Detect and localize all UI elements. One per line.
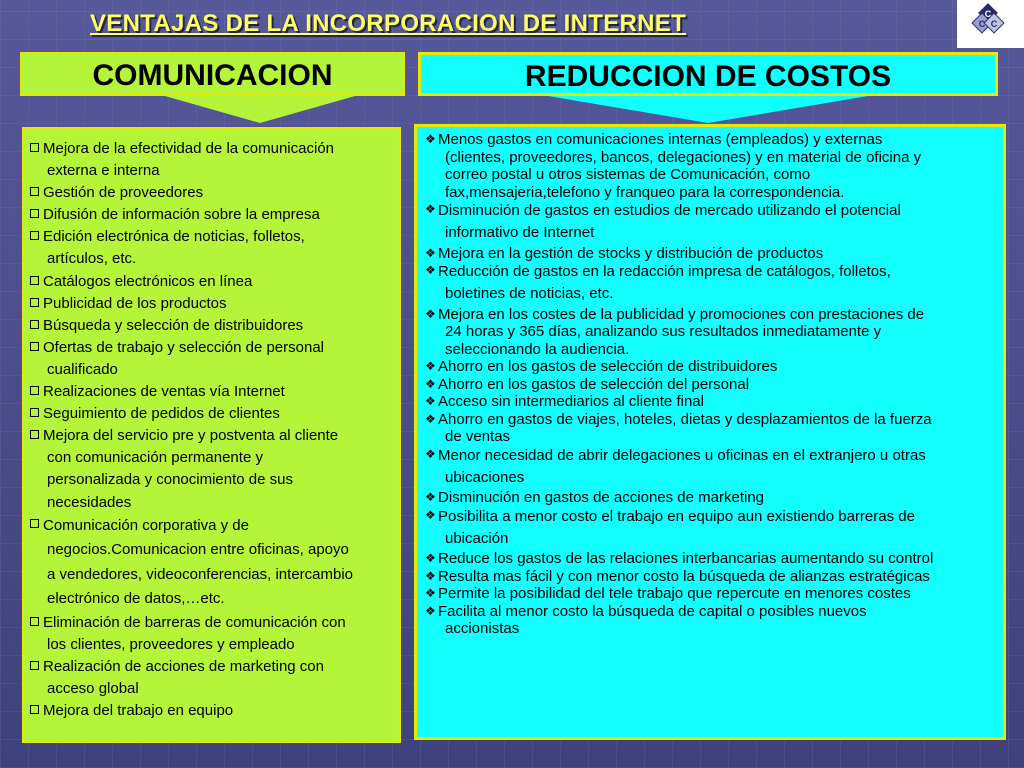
item-text-line: Mejora en la gestión de stocks y distribución de productos <box>438 244 824 262</box>
reduccion-item <box>425 446 997 490</box>
comunicacion-item <box>30 182 393 204</box>
comunicacion-item <box>30 271 393 293</box>
reduccion-item <box>425 358 997 376</box>
comunicacion-item <box>30 656 393 700</box>
item-text-line: electrónico de datos,…etc. <box>47 590 225 608</box>
item-text-line: los clientes, proveedores y empleado <box>47 635 295 653</box>
reduccion-item <box>425 411 997 446</box>
comunicacion-item <box>30 226 393 270</box>
comunicacion-item <box>30 403 393 425</box>
item-text-line: Mejora de la efectividad de la comunicación <box>43 140 334 157</box>
checkbox-bullet-icon <box>30 320 39 329</box>
reduccion-item <box>425 245 997 263</box>
item-text-line: artículos, etc. <box>47 250 137 268</box>
diamond-bullet-icon: ❖ <box>425 603 436 618</box>
comunicacion-item <box>30 514 393 612</box>
item-text-line: informativo de Internet <box>445 224 595 241</box>
item-text-line: Mejora en los costes de la publicidad y promociones con prestaciones de <box>438 305 925 323</box>
comunicacion-arrow <box>165 96 355 123</box>
comunicacion-header: COMUNICACION <box>20 52 405 96</box>
diamond-bullet-icon: ❖ <box>425 568 436 583</box>
item-text-line: cualificado <box>47 360 118 378</box>
item-text-line: Mejora del servicio pre y postventa al cliente <box>43 427 339 445</box>
item-text-line: accionistas <box>445 620 520 637</box>
reduccion-item <box>425 131 997 201</box>
comunicacion-item <box>30 337 393 381</box>
item-text-line: Reduce los gastos de las relaciones interbancarias aumentando su control <box>438 550 934 567</box>
comunicacion-item <box>30 293 393 315</box>
comunicacion-item <box>30 204 393 226</box>
item-text-line: externa e interna <box>47 162 160 180</box>
reduccion-item <box>425 262 997 306</box>
item-text-line: Búsqueda y selección de distribuidores <box>43 316 304 334</box>
diamond-bullet-icon: ❖ <box>425 490 436 504</box>
checkbox-bullet-icon <box>30 408 39 417</box>
item-text-line: Ahorro en los gastos de selección del personal <box>438 375 750 393</box>
checkbox-bullet-icon <box>30 430 39 439</box>
item-text-line: correo postal u otros sistemas de Comunicación, como <box>445 166 811 183</box>
checkbox-bullet-icon <box>30 661 39 670</box>
item-text-line: necesidades <box>47 493 132 511</box>
item-text-line: Menos gastos en comunicaciones internas (empleados) y externas <box>438 131 883 148</box>
diamond-bullet-icon: ❖ <box>425 394 436 408</box>
checkbox-bullet-icon <box>30 342 39 351</box>
diamond-bullet-icon: ❖ <box>425 376 436 391</box>
item-text-line: fax,mensajeria,telefono y franqueo para la correspondencia. <box>445 183 845 201</box>
checkbox-bullet-icon <box>30 231 39 240</box>
item-text-line: Permite la posibilidad del tele trabajo que repercute en menores costes <box>438 585 911 602</box>
diamond-bullet-icon: ❖ <box>425 411 436 426</box>
logo-letter-1: C <box>984 9 992 19</box>
reduccion-costos-arrow <box>548 96 868 123</box>
item-text-line: 24 horas y 365 días, analizando sus resultados inmediatamente y <box>445 323 882 340</box>
checkbox-bullet-icon <box>30 519 39 528</box>
checkbox-bullet-icon <box>30 143 39 152</box>
reduccion-costos-list <box>425 131 997 638</box>
comunicacion-item <box>30 700 393 722</box>
item-text-line: Mejora del trabajo en equipo <box>43 701 234 719</box>
checkbox-bullet-icon <box>30 705 39 714</box>
diamond-bullet-icon: ❖ <box>425 306 436 321</box>
item-text-line: Acceso sin intermediarios al cliente final <box>438 393 704 410</box>
ccc-logo-icon <box>957 0 1024 48</box>
comunicacion-list <box>30 138 393 722</box>
comunicacion-item <box>30 315 393 337</box>
item-text-line: negocios.Comunicacion entre oficinas, apoyo <box>47 541 349 559</box>
item-text-line: Resulta mas fácil y con menor costo la búsqueda de alianzas estratégicas <box>438 567 930 585</box>
item-text-line: Catálogos electrónicos en línea <box>43 272 253 290</box>
item-text-line: Eliminación de barreras de comunicación con <box>43 613 346 631</box>
reduccion-item <box>425 201 997 245</box>
item-text-line: (clientes, proveedores, bancos, delegaciones) y en material de oficina y <box>445 148 922 166</box>
item-text-line: boletines de noticias, etc. <box>445 285 614 302</box>
reduccion-item <box>425 393 997 411</box>
diamond-bullet-icon: ❖ <box>425 586 436 600</box>
item-text-line: Edición electrónica de noticias, folletos, <box>43 228 305 246</box>
item-text-line: Ofertas de trabajo y selección de personal <box>43 338 324 356</box>
item-text-line: acceso global <box>47 679 139 697</box>
item-text-line: seleccionando la audiencia. <box>445 340 630 358</box>
item-text-line: ubicación <box>445 529 509 547</box>
reduccion-item <box>425 306 997 359</box>
item-text-line: Disminución de gastos en estudios de mercado utilizando el potencial <box>438 202 901 219</box>
diamond-bullet-icon: ❖ <box>425 245 436 260</box>
diamond-bullet-icon: ❖ <box>425 263 436 277</box>
diamond-bullet-icon: ❖ <box>425 507 436 522</box>
item-text-line: Menor necesidad de abrir delegaciones u oficinas en el extranjero u otras <box>438 446 926 464</box>
diamond-bullet-icon: ❖ <box>425 359 436 373</box>
logo-letter-2: C <box>978 19 986 29</box>
item-text-line: Disminución en gastos de acciones de marketing <box>438 489 765 506</box>
diamond-bullet-icon: ❖ <box>425 202 436 216</box>
item-text-line: con comunicación permanente y <box>47 449 263 467</box>
logo-letter-3: C <box>990 19 998 29</box>
checkbox-bullet-icon <box>30 276 39 285</box>
item-text-line: Seguimiento de pedidos de clientes <box>43 405 280 423</box>
checkbox-bullet-icon <box>30 187 39 196</box>
item-text-line: Realización de acciones de marketing con <box>43 657 324 675</box>
item-text-line: Reducción de gastos en la redacción impresa de catálogos, folletos, <box>438 263 891 280</box>
slide-title: VENTAJAS DE LA INCORPORACION DE INTERNET <box>90 10 687 37</box>
item-text-line: Realizaciones de ventas vía Internet <box>43 383 285 401</box>
comunicacion-item <box>30 381 393 403</box>
checkbox-bullet-icon <box>30 209 39 218</box>
item-text-line: Comunicación corporativa y de <box>43 516 249 534</box>
item-text-line: Gestión de proveedores <box>43 184 204 202</box>
reduccion-item <box>425 585 997 603</box>
comunicacion-panel <box>22 127 401 743</box>
comunicacion-item <box>30 138 393 182</box>
item-text-line: ubicaciones <box>445 468 525 486</box>
item-text-line: Ahorro en gastos de viajes, hoteles, dietas y desplazamientos de la fuerza <box>438 410 932 428</box>
checkbox-bullet-icon <box>30 617 39 626</box>
checkbox-bullet-icon <box>30 298 39 307</box>
item-text-line: Posibilita a menor costo el trabajo en equipo aun existiendo barreras de <box>438 507 915 525</box>
reduccion-item <box>425 376 997 394</box>
reduccion-item <box>425 550 997 568</box>
reduccion-item <box>425 603 997 638</box>
reduccion-item <box>425 507 997 551</box>
diamond-bullet-icon: ❖ <box>425 446 436 461</box>
diamond-bullet-icon: ❖ <box>425 132 436 146</box>
item-text-line: Difusión de información sobre la empresa <box>43 206 320 224</box>
comunicacion-item <box>30 612 393 656</box>
item-text-line: Ahorro en los gastos de selección de distribuidores <box>438 358 778 375</box>
item-text-line: Publicidad de los productos <box>43 294 227 312</box>
item-text-line: Facilita al menor costo la búsqueda de capital o posibles nuevos <box>438 602 867 620</box>
item-text-line: de ventas <box>445 428 511 445</box>
reduccion-costos-header: REDUCCION DE COSTOS <box>418 52 998 96</box>
item-text-line: personalizada y conocimiento de sus <box>47 471 293 489</box>
reduccion-costos-panel <box>414 124 1006 740</box>
diamond-bullet-icon: ❖ <box>425 551 436 565</box>
comunicacion-item <box>30 425 393 513</box>
reduccion-item <box>425 568 997 586</box>
checkbox-bullet-icon <box>30 386 39 395</box>
item-text-line: a vendedores, videoconferencias, intercambio <box>47 565 354 583</box>
reduccion-item <box>425 489 997 507</box>
